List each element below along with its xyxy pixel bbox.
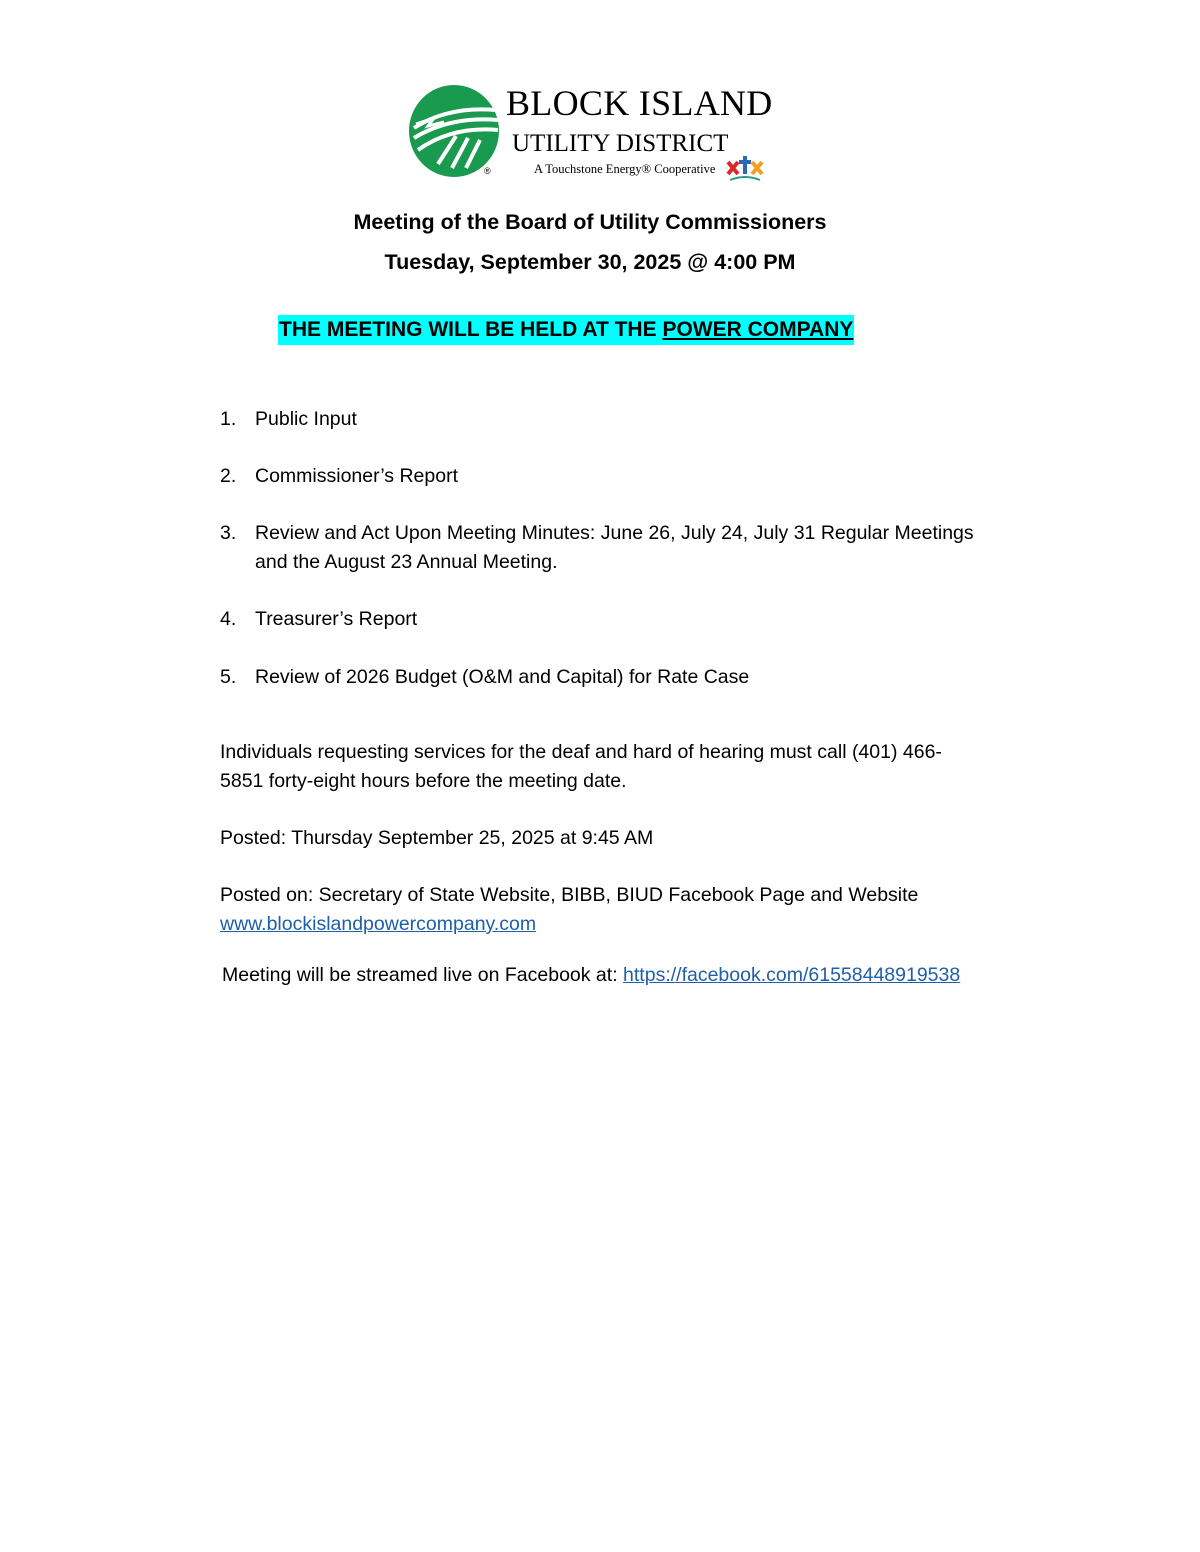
meeting-date: Tuesday, September 30, 2025 @ 4:00 PM xyxy=(384,250,796,274)
logo-name-line1: BLOCK ISLAND xyxy=(506,83,773,123)
stream-note xyxy=(222,961,960,990)
agenda-item: Treasurer’s Report xyxy=(255,608,418,630)
meeting-location-banner xyxy=(278,315,854,345)
logo-emblem-icon xyxy=(408,84,500,178)
agenda-number: 1. xyxy=(220,408,237,430)
agenda-item: Review of 2026 Budget (O&M and Capital) for Rate Case xyxy=(255,666,750,688)
stream-text: Meeting will be streamed live on Facebook at: xyxy=(222,964,624,986)
agenda-number: 4. xyxy=(220,608,237,630)
accessibility-note-line2: 5851 forty-eight hours before the meeting date. xyxy=(220,770,627,792)
agenda-number: 2. xyxy=(220,465,237,487)
posted-on: Posted on: Secretary of State Website, BIBB, BIUD Facebook Page and Website xyxy=(220,884,919,906)
logo-tagline: A Touchstone Energy® Cooperative xyxy=(534,162,716,176)
agenda-item: Public Input xyxy=(255,408,357,430)
page-title: Meeting of the Board of Utility Commissioners xyxy=(353,210,827,234)
website-link[interactable]: www.blockislandpowercompany.com xyxy=(220,913,537,935)
registered-mark: ® xyxy=(484,166,491,176)
accessibility-note-line1: Individuals requesting services for the deaf and hard of hearing must call (401) 466- xyxy=(220,741,942,763)
facebook-link[interactable]: https://facebook.com/61558448919538 xyxy=(623,964,961,986)
logo-name-line2: UTILITY DISTRICT xyxy=(512,130,729,157)
location-prefix: THE MEETING WILL BE HELD AT THE xyxy=(279,318,663,341)
touchstone-people-icon xyxy=(726,154,764,184)
agenda-item-continued: and the August 23 Annual Meeting. xyxy=(255,551,558,573)
agenda-number: 5. xyxy=(220,666,237,688)
agenda-item: Commissioner’s Report xyxy=(255,465,459,487)
posted-date: Posted: Thursday September 25, 2025 at 9:45 AM xyxy=(220,827,654,849)
location-place: POWER COMPANY xyxy=(662,318,854,341)
agenda-item: Review and Act Upon Meeting Minutes: June 26, July 24, July 31 Regular Meetings xyxy=(255,522,974,544)
agenda-number: 3. xyxy=(220,522,237,544)
logo xyxy=(408,82,788,186)
